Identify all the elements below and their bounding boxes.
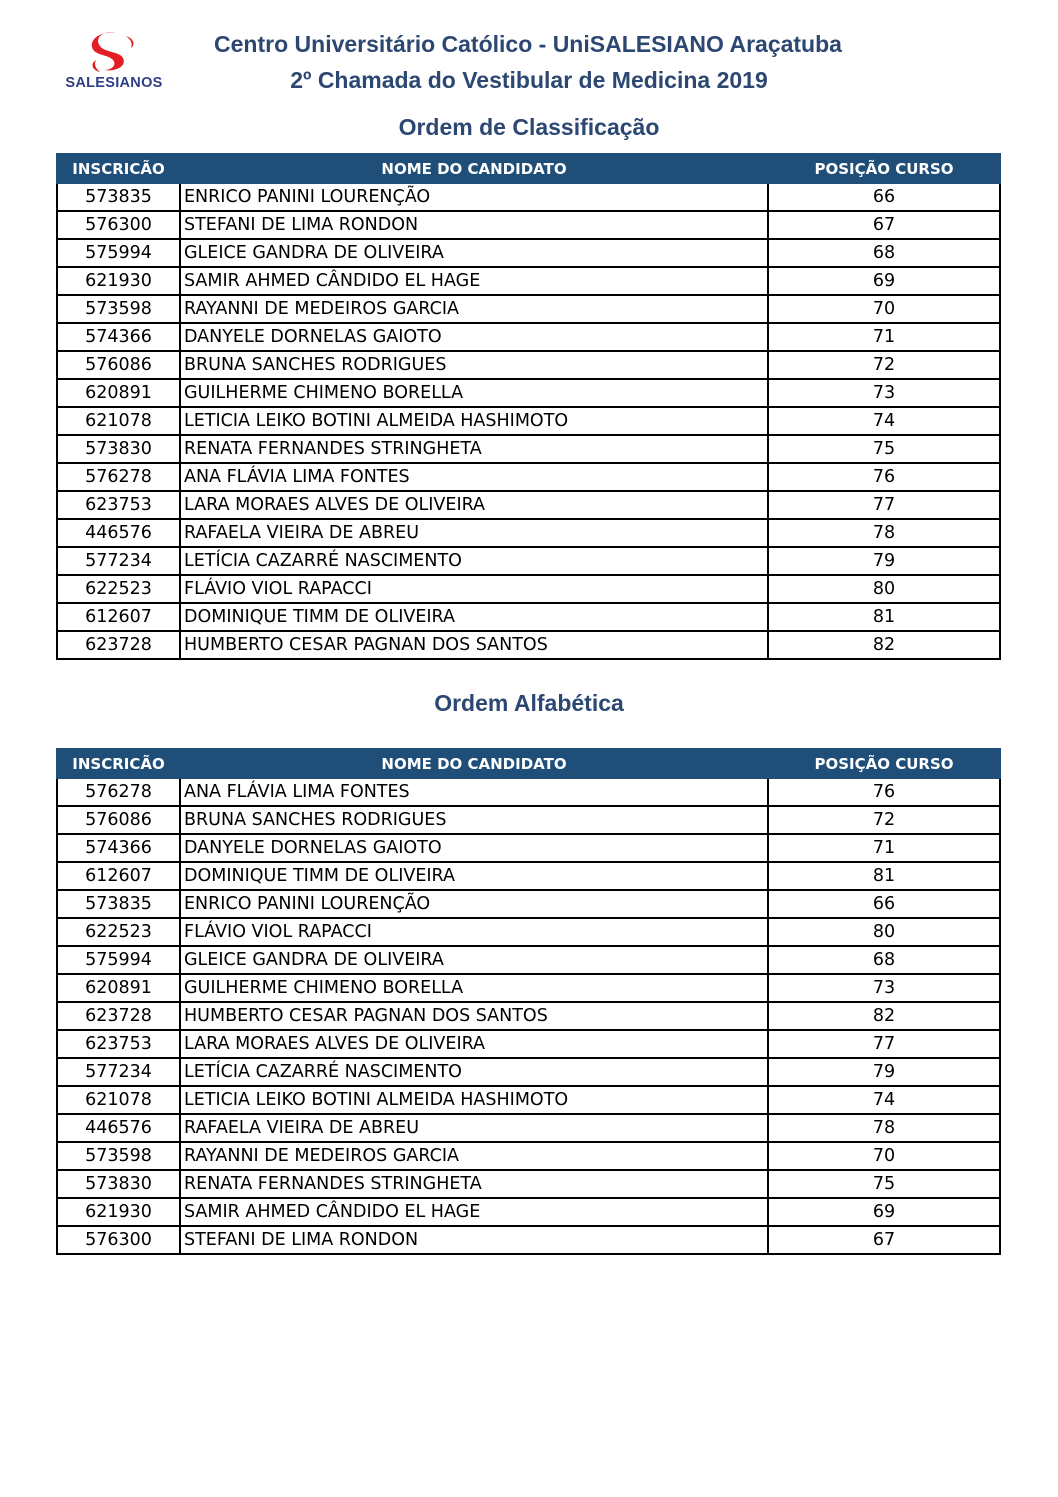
candidate-name-cell: GLEICE GANDRA DE OLIVEIRA (180, 946, 768, 974)
table-row (57, 379, 1000, 407)
table-row (57, 1030, 1000, 1058)
table-row (57, 806, 1000, 834)
table-row (57, 351, 1000, 379)
inscricao-cell: 577234 (57, 1058, 180, 1086)
inscricao-cell: 575994 (57, 946, 180, 974)
inscricao-cell: 573830 (57, 435, 180, 463)
section-title-classification: Ordem de Classificação (398, 114, 660, 140)
alphabetical-table (56, 748, 1001, 1255)
inscricao-cell: 621078 (57, 1086, 180, 1114)
inscricao-cell: 623753 (57, 491, 180, 519)
candidate-name-cell: RAFAELA VIEIRA DE ABREU (180, 519, 768, 547)
position-cell: 68 (768, 239, 1000, 267)
column-header-nome: NOME DO CANDIDATO (180, 154, 768, 183)
classification-rows (57, 183, 1000, 659)
candidate-name-cell: FLÁVIO VIOL RAPACCI (180, 575, 768, 603)
position-cell: 73 (768, 379, 1000, 407)
column-header-inscricao: INSCRICÃO (57, 749, 180, 778)
column-header-posicao: POSIÇÃO CURSO (768, 749, 1000, 778)
position-cell: 81 (768, 603, 1000, 631)
inscricao-cell: 612607 (57, 603, 180, 631)
table-row (57, 491, 1000, 519)
inscricao-cell: 576086 (57, 806, 180, 834)
candidate-name-cell: LETICIA LEIKO BOTINI ALMEIDA HASHIMOTO (180, 1086, 768, 1114)
inscricao-cell: 622523 (57, 575, 180, 603)
inscricao-cell: 573598 (57, 295, 180, 323)
position-cell: 66 (768, 183, 1000, 211)
table-row (57, 267, 1000, 295)
candidate-name-cell: LETICIA LEIKO BOTINI ALMEIDA HASHIMOTO (180, 407, 768, 435)
position-cell: 68 (768, 946, 1000, 974)
position-cell: 77 (768, 491, 1000, 519)
candidate-name-cell: LETÍCIA CAZARRÉ NASCIMENTO (180, 547, 768, 575)
institution-title: Centro Universitário Católico - UniSALESIANO Araçatuba (214, 31, 842, 57)
position-cell: 69 (768, 1198, 1000, 1226)
table-row (57, 974, 1000, 1002)
position-cell: 81 (768, 862, 1000, 890)
candidate-name-cell: RENATA FERNANDES STRINGHETA (180, 435, 768, 463)
candidate-name-cell: RENATA FERNANDES STRINGHETA (180, 1170, 768, 1198)
column-header-nome: NOME DO CANDIDATO (180, 749, 768, 778)
candidate-name-cell: STEFANI DE LIMA RONDON (180, 1226, 768, 1254)
position-cell: 73 (768, 974, 1000, 1002)
position-cell: 74 (768, 1086, 1000, 1114)
candidate-name-cell: DOMINIQUE TIMM DE OLIVEIRA (180, 862, 768, 890)
table-row (57, 239, 1000, 267)
inscricao-cell: 576278 (57, 463, 180, 491)
table-row (57, 1114, 1000, 1142)
inscricao-cell: 574366 (57, 834, 180, 862)
inscricao-cell: 621930 (57, 1198, 180, 1226)
inscricao-cell: 623753 (57, 1030, 180, 1058)
inscricao-cell: 576300 (57, 1226, 180, 1254)
candidate-name-cell: FLÁVIO VIOL RAPACCI (180, 918, 768, 946)
inscricao-cell: 575994 (57, 239, 180, 267)
candidate-name-cell: LETÍCIA CAZARRÉ NASCIMENTO (180, 1058, 768, 1086)
table-row (57, 323, 1000, 351)
position-cell: 72 (768, 806, 1000, 834)
candidate-name-cell: ANA FLÁVIA LIMA FONTES (180, 463, 768, 491)
section-title-alphabetical: Ordem Alfabética (434, 690, 624, 716)
table-row (57, 211, 1000, 239)
table-row (57, 946, 1000, 974)
candidate-name-cell: ANA FLÁVIA LIMA FONTES (180, 778, 768, 806)
position-cell: 77 (768, 1030, 1000, 1058)
inscricao-cell: 622523 (57, 918, 180, 946)
position-cell: 78 (768, 1114, 1000, 1142)
table-row (57, 1002, 1000, 1030)
position-cell: 71 (768, 323, 1000, 351)
candidate-name-cell: GUILHERME CHIMENO BORELLA (180, 379, 768, 407)
position-cell: 79 (768, 547, 1000, 575)
position-cell: 76 (768, 463, 1000, 491)
inscricao-cell: 576278 (57, 778, 180, 806)
inscricao-cell: 574366 (57, 323, 180, 351)
position-cell: 67 (768, 211, 1000, 239)
candidate-name-cell: HUMBERTO CESAR PAGNAN DOS SANTOS (180, 1002, 768, 1030)
inscricao-cell: 612607 (57, 862, 180, 890)
table-row (57, 834, 1000, 862)
table-header-row (57, 154, 1000, 183)
table-row (57, 918, 1000, 946)
position-cell: 72 (768, 351, 1000, 379)
inscricao-cell: 576300 (57, 211, 180, 239)
position-cell: 75 (768, 435, 1000, 463)
position-cell: 69 (768, 267, 1000, 295)
table-row (57, 183, 1000, 211)
table-row (57, 463, 1000, 491)
candidate-name-cell: DOMINIQUE TIMM DE OLIVEIRA (180, 603, 768, 631)
candidate-name-cell: DANYELE DORNELAS GAIOTO (180, 323, 768, 351)
inscricao-cell: 573835 (57, 183, 180, 211)
position-cell: 74 (768, 407, 1000, 435)
classification-table (56, 153, 1001, 660)
inscricao-cell: 577234 (57, 547, 180, 575)
inscricao-cell: 620891 (57, 974, 180, 1002)
inscricao-cell: 573830 (57, 1170, 180, 1198)
table-row (57, 575, 1000, 603)
column-header-inscricao: INSCRICÃO (57, 154, 180, 183)
candidate-name-cell: SAMIR AHMED CÂNDIDO EL HAGE (180, 1198, 768, 1226)
table-row (57, 1142, 1000, 1170)
candidate-name-cell: ENRICO PANINI LOURENÇÃO (180, 890, 768, 918)
candidate-name-cell: STEFANI DE LIMA RONDON (180, 211, 768, 239)
position-cell: 76 (768, 778, 1000, 806)
table-row (57, 778, 1000, 806)
candidate-name-cell: HUMBERTO CESAR PAGNAN DOS SANTOS (180, 631, 768, 659)
table-row (57, 519, 1000, 547)
exam-title: 2º Chamada do Vestibular de Medicina 2019 (290, 67, 768, 93)
table-row (57, 1226, 1000, 1254)
position-cell: 79 (768, 1058, 1000, 1086)
candidate-name-cell: GUILHERME CHIMENO BORELLA (180, 974, 768, 1002)
position-cell: 82 (768, 631, 1000, 659)
position-cell: 75 (768, 1170, 1000, 1198)
alphabetical-rows (57, 778, 1000, 1254)
table-row (57, 295, 1000, 323)
inscricao-cell: 573835 (57, 890, 180, 918)
table-row (57, 890, 1000, 918)
inscricao-cell: 446576 (57, 1114, 180, 1142)
candidate-name-cell: RAFAELA VIEIRA DE ABREU (180, 1114, 768, 1142)
position-cell: 67 (768, 1226, 1000, 1254)
candidate-name-cell: ENRICO PANINI LOURENÇÃO (180, 183, 768, 211)
table-row (57, 1086, 1000, 1114)
inscricao-cell: 576086 (57, 351, 180, 379)
position-cell: 82 (768, 1002, 1000, 1030)
candidate-name-cell: BRUNA SANCHES RODRIGUES (180, 351, 768, 379)
position-cell: 78 (768, 519, 1000, 547)
candidate-name-cell: LARA MORAES ALVES DE OLIVEIRA (180, 1030, 768, 1058)
position-cell: 70 (768, 295, 1000, 323)
position-cell: 70 (768, 1142, 1000, 1170)
inscricao-cell: 621078 (57, 407, 180, 435)
candidate-name-cell: RAYANNI DE MEDEIROS GARCIA (180, 1142, 768, 1170)
logo-text: SALESIANOS (65, 75, 163, 91)
inscricao-cell: 573598 (57, 1142, 180, 1170)
inscricao-cell: 623728 (57, 1002, 180, 1030)
table-row (57, 1198, 1000, 1226)
candidate-name-cell: GLEICE GANDRA DE OLIVEIRA (180, 239, 768, 267)
inscricao-cell: 620891 (57, 379, 180, 407)
position-cell: 80 (768, 918, 1000, 946)
candidate-name-cell: RAYANNI DE MEDEIROS GARCIA (180, 295, 768, 323)
position-cell: 66 (768, 890, 1000, 918)
table-row (57, 862, 1000, 890)
column-header-posicao: POSIÇÃO CURSO (768, 154, 1000, 183)
candidate-name-cell: LARA MORAES ALVES DE OLIVEIRA (180, 491, 768, 519)
candidate-name-cell: BRUNA SANCHES RODRIGUES (180, 806, 768, 834)
inscricao-cell: 621930 (57, 267, 180, 295)
table-row (57, 435, 1000, 463)
table-row (57, 1058, 1000, 1086)
table-row (57, 1170, 1000, 1198)
table-row (57, 407, 1000, 435)
table-row (57, 547, 1000, 575)
position-cell: 71 (768, 834, 1000, 862)
inscricao-cell: 446576 (57, 519, 180, 547)
table-row (57, 603, 1000, 631)
inscricao-cell: 623728 (57, 631, 180, 659)
table-row (57, 631, 1000, 659)
candidate-name-cell: SAMIR AHMED CÂNDIDO EL HAGE (180, 267, 768, 295)
candidate-name-cell: DANYELE DORNELAS GAIOTO (180, 834, 768, 862)
position-cell: 80 (768, 575, 1000, 603)
table-header-row (57, 749, 1000, 778)
